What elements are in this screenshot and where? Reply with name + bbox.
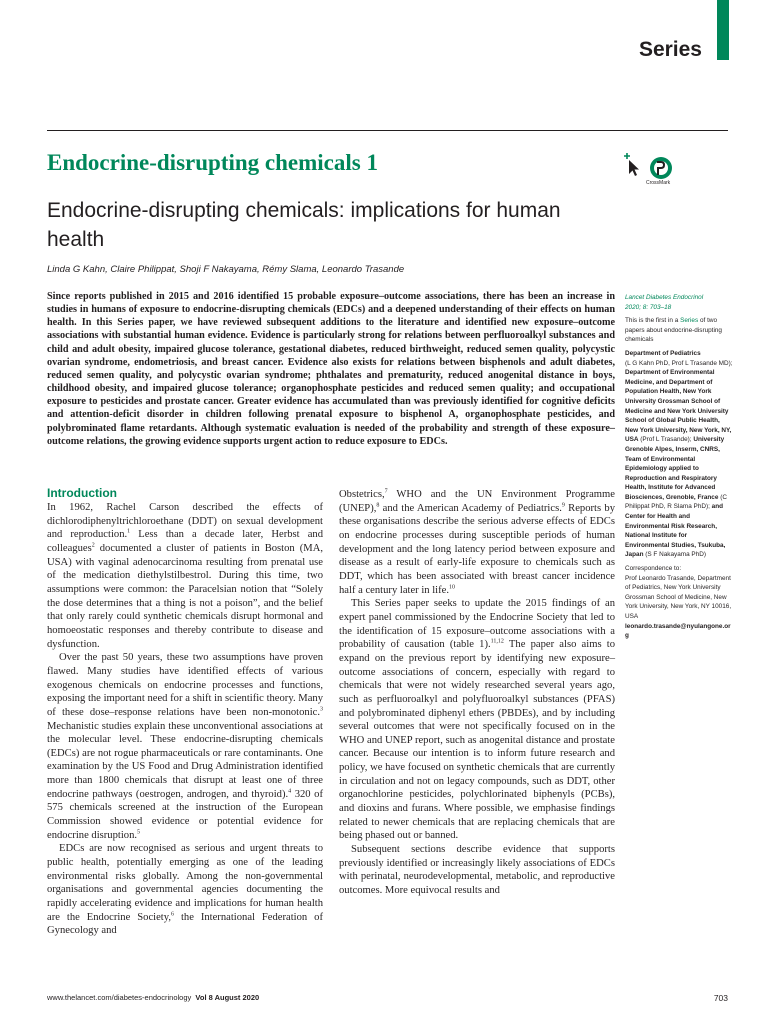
crossmark-cursor-icon (624, 153, 639, 176)
section-title: Endocrine-disrupting chemicals 1 (47, 150, 378, 175)
reference-marker: 5 (137, 829, 141, 836)
body-column-2 (339, 488, 615, 898)
reference-marker: 8 (376, 502, 380, 509)
crossmark-label: CrossMark (646, 180, 671, 186)
reference-marker: 7 (384, 488, 388, 495)
author-list: Linda G Kahn, Claire Philippat, Shoji F Nakayama, Rémy Slama, Leonardo Trasande (47, 264, 405, 275)
reference-marker: 9 (561, 502, 565, 509)
reference-marker: 4 (288, 788, 292, 795)
introduction-heading: Introduction (47, 486, 117, 500)
reference-marker: 2 (91, 542, 95, 549)
series-color-bar (717, 0, 729, 60)
journal-url[interactable]: www.thelancet.com/diabetes-endocrinology (47, 993, 192, 1002)
series-note: This is the first in a Series of two papers about endocrine-disrupting chemicals (625, 317, 722, 344)
article-title: Endocrine-disrupting chemicals: implications for human health (47, 199, 561, 251)
paragraph: Obstetrics,$^7$ WHO and the UN Environment Programme (UNEP),$^8$ and the American Academy of Pediatrics.$^9$ Reports by these organisations describe the serious adverse effects of EDCs on endocrine processes during susceptible periods of human development and the long latency period between exposure and disease as a result of early-life exposure to chemicals such as DDT, which has been associated with breast cancer incidence half a century later in life.$^{10}$ (339, 488, 615, 596)
crossmark-badge-icon (650, 157, 672, 179)
reference-marker: 10 (449, 584, 456, 591)
issue-info: Vol 8 August 2020 (195, 993, 260, 1002)
journal-citation: Lancet Diabetes Endocrinol 2020; 8: 703–18 (625, 294, 704, 311)
correspondence-email[interactable]: leonardo.trasande@nyulangone.org (625, 622, 731, 640)
abstract: Since reports published in 2015 and 2016 identified 15 probable exposure–outcome associations, there has been an increase in studies in humans of exposure to endocrine-disrupting chemicals (EDCs) and a deepened understanding of their effects on human health. In this Series paper, we have reviewed subsequent additions to the literature and identified new exposure–outcome associations with substantial human evidence. Evidence is particularly strong for relations between perfluoroalkyl substances and child and adult obesity, impaired glucose tolerance, gestational diabetes, reduced birthweight, reduced semen quality, polycystic ovarian syndrome, endometriosis, and breast cancer. Evidence also exists for relations between bisphenols and adult diabetes, reduced semen quality, and polycystic ovarian syndrome; phthalates and prematurity, reduced anogenital distance in boys, childhood obesity, and impaired glucose tolerance; organophosphate pesticides and reduced semen quality; and occupational exposure to pesticides and prostate cancer. Greater evidence has accumulated than was previously identified for cognitive deficits and attention-deficit disorder in children following prenatal exposure to bisphenol A, organophosphate pesticides, and polybrominated flame retardants. Although systematic evaluation is needed of the probability and strength of these exposure–outcome relations, the growing evidence supports urgent action to reduce exposure to EDCs. (47, 291, 615, 447)
series-link[interactable]: Series (680, 317, 699, 325)
body-column-1 (47, 486, 323, 938)
header-rule (47, 130, 728, 131)
page-number: 703 (713, 993, 728, 1003)
reference-marker: 11,12 (490, 638, 504, 645)
reference-marker: 3 (320, 706, 323, 713)
paragraph: Subsequent sections describe evidence that supports previously identified or increasingly likely associations of EDCs with perinatal, neurodevelopmental, metabolic, and reproductive outcomes. More equivocal results and (339, 844, 615, 897)
paragraph: In 1962, Rachel Carson described the effects of dichlorodiphenyltrichloroethane (DDT) on sexual development and reproduction.$^1$ Less than a decade later, Herbst and colleagues$^2$ documented a cluster of patients in Boston (MA, USA) with vaginal adenocarcinoma resulting from prenatal use of the medication diethylstilbestrol. During this time, two assumptions were common: the Paracelsian notion that “Solely the dose determines that a thing is not a poison”, and the belief that only rarely could synthetic chemicals disrupt hormonal and homoeostatic responses and thereby contribute to disease and dysfunction. (47, 502, 323, 650)
correspondence: Correspondence to: Prof Leonardo Trasande, Department of Pediatrics, New York University Grossman School of Medicine, New York University, New York, NY 10016, USA leonardo.trasande@nyulangone.org (625, 565, 732, 640)
paragraph: Over the past 50 years, these two assumptions have proven flawed. Many studies have identified effects of various exogenous chemicals on endocrine processes and functions, exposing the important need for a shift in scientific theory. Many of these dose–response relations have been non-monotonic.$^3$ Mechanistic studies explain these unconventional associations at the molecular level. These endocrine-disrupting chemicals (EDCs) are not rogue pharmaceuticals or rare contaminants. One examination by the US Food and Drug Administration identified more than 1800 chemicals that disrupt at least one of three endocrine pathways (oestrogen, androgen, and thyroid).$^4$ 320 of 575 chemicals screened at the instruction of the European Commission showed evidence or potential evidence for endocrine disruption.$^5$ (47, 652, 323, 841)
reference-marker: 1 (127, 528, 131, 535)
sidebar (625, 293, 733, 645)
footer-url (47, 993, 259, 1002)
affiliations: Department of Pediatrics (L G Kahn PhD, Prof L Trasande MD); Department of Environmental Medicine, and Department of Population Health, New York University Grossman School of Medicine and New York University School of Global Public Health, New York University, New York, NY, USA (Prof L Trasande); University Grenoble Alpes, Inserm, CNRS, Team of Environmental Epidemiology applied to Reproduction and Respiratory Health, Institute for Advanced Biosciences, Grenoble, France (C Philippat PhD, R Slama PhD); and Center for Health and Environmental Risk Research, National Institute for Environmental Studies, Tsukuba, Japan (S F Nakayama PhD) (625, 349, 733, 559)
paragraph: EDCs are now recognised as serious and urgent threats to public health, potentially emerging as one of the leading environmental risks globally. Among the non-governmental organisations and governmental agencies documenting the rapidly accelerating evidence and implications for human health are the Endocrine Society,$^6$ the International Federation of Gynecology and (47, 843, 323, 937)
series-label: Series (638, 38, 702, 61)
paragraph: This Series paper seeks to update the 2015 findings of an expert panel commissioned by the Endocrine Society that led to the identification of 15 exposure–outcome associations with a probability of causation (table 1).$^{11,12}$ The paper also aims to expand on the previous report by identifying new exposure–outcome associations of concern, especially with regard to chemicals that were not widely researched several years ago, such as perfluoroalkyl and polyfluoroalkyl substances (PFAS) and polybrominated diphenyl ethers (PBDEs), and by including several outcomes that were not specifically focused on in the WHO and UNEP report, such as anogenital distance and prostate cancer. Because our intention is to inform future research and policy, we have focused on synthetic chemicals that are currently in circulation and not on legacy compounds, such as DDT, other organochlorine pesticides, polychlorinated biphenyls (PCBs), and dioxins and furans. Where possible, we emphasise findings related to newer chemicals that are replacing chemicals that are being phased out or banned. (339, 598, 615, 842)
reference-marker: 6 (171, 911, 174, 918)
